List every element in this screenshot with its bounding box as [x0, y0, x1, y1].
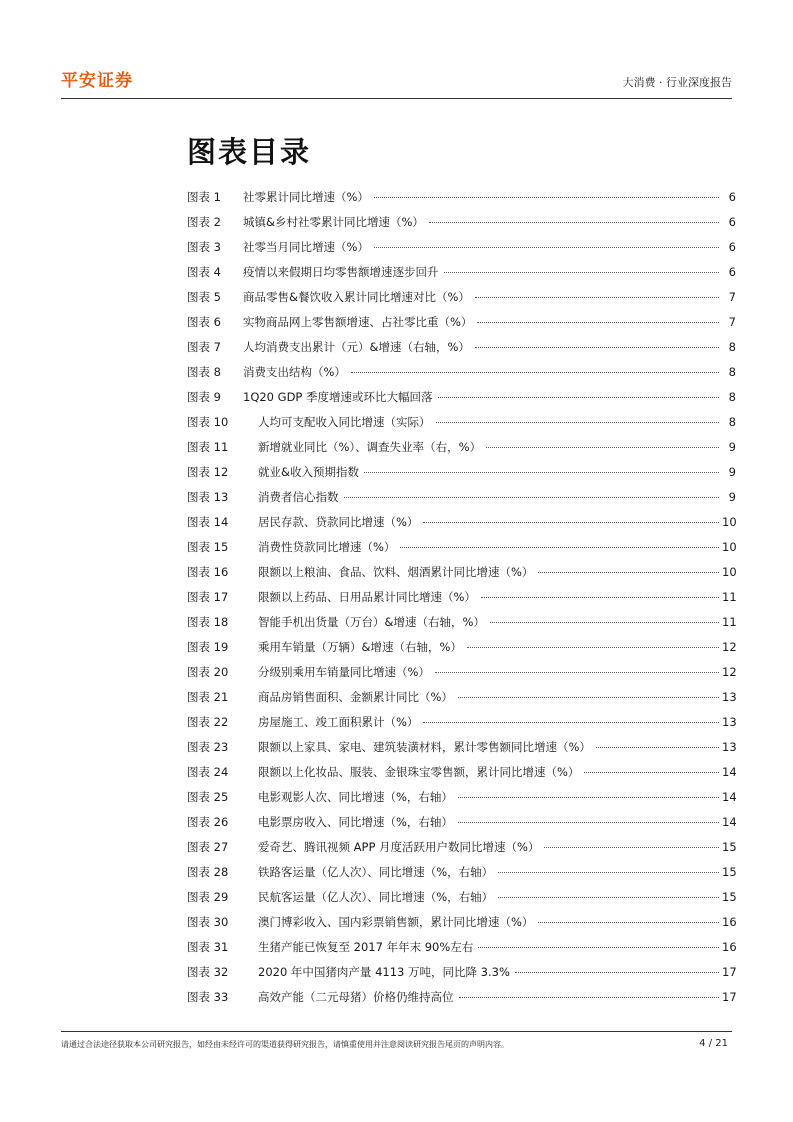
toc-entry[interactable]	[187, 814, 736, 839]
toc-entry-page: 9	[728, 490, 736, 504]
toc-entry-label: 图表 32	[187, 965, 229, 979]
toc-dot-leader	[429, 222, 719, 223]
toc-entry[interactable]	[187, 839, 736, 864]
toc-entry-label: 图表 22	[187, 715, 229, 729]
toc-entry-page: 10	[722, 565, 737, 579]
toc-entry-title: 铁路客运量（亿人次）、同比增速（%，右轴）	[258, 865, 494, 879]
page-header	[61, 60, 732, 99]
toc-entry-page: 12	[722, 665, 737, 679]
page-title: 图表目录	[187, 135, 312, 169]
toc-dot-leader	[498, 872, 719, 873]
toc-entry-page: 15	[722, 865, 737, 879]
toc-entry[interactable]	[187, 939, 736, 964]
toc-entry-title: 商品房销售面积、金额累计同比（%）	[258, 690, 453, 704]
toc-entry-title: 智能手机出货量（万台）&增速（右轴，%）	[258, 615, 485, 629]
toc-dot-leader	[423, 722, 719, 723]
toc-entry[interactable]	[187, 289, 736, 314]
toc-dot-leader	[544, 847, 719, 848]
toc-entry[interactable]	[187, 914, 736, 939]
toc-entry-page: 11	[722, 615, 737, 629]
toc-entry-title: 电影观影人次、同比增速（%，右轴）	[258, 790, 453, 804]
toc-entry-label: 图表 19	[187, 640, 229, 654]
toc-entry-page: 10	[722, 515, 737, 529]
toc-entry-title: 社零当月同比增速（%）	[243, 240, 369, 254]
toc-dot-leader	[444, 272, 720, 273]
toc-entry-title: 2020 年中国猪肉产量 4113 万吨，同比降 3.3%	[258, 965, 510, 979]
toc-dot-leader	[458, 697, 719, 698]
toc-dot-leader	[478, 947, 719, 948]
toc-entry-page: 14	[722, 815, 737, 829]
toc-dot-leader	[490, 622, 719, 623]
toc-entry-title: 城镇&乡村社零累计同比增速（%）	[243, 215, 424, 229]
toc-entry-page: 9	[728, 440, 736, 454]
toc-entry-label: 图表 18	[187, 615, 229, 629]
toc-dot-leader	[475, 347, 719, 348]
toc-entry-title: 1Q20 GDP 季度增速或环比大幅回落	[243, 390, 433, 404]
toc-dot-leader	[477, 322, 719, 323]
disclaimer-note: 请通过合法途径获取本公司研究报告，如经由未经许可的渠道获得研究报告，请慎重使用并注意阅读研究报告尾页的声明内容。	[61, 1040, 509, 1049]
toc-entry[interactable]	[187, 964, 736, 989]
toc-dot-leader	[436, 422, 720, 423]
toc-dot-leader	[423, 522, 719, 523]
toc-entry-page: 11	[722, 590, 737, 604]
toc-entry-page: 7	[728, 315, 736, 329]
toc-entry-label: 图表 16	[187, 565, 229, 579]
toc-entry[interactable]	[187, 639, 736, 664]
toc-entry-label: 图表 2	[187, 215, 221, 229]
toc-dot-leader	[458, 797, 719, 798]
toc-entry-label: 图表 33	[187, 990, 229, 1004]
toc-entry-title: 电影票房收入、同比增速（%，右轴）	[258, 815, 453, 829]
toc-entry-label: 图表 10	[187, 415, 229, 429]
toc-entry-title: 消费者信心指数	[258, 490, 339, 504]
toc-dot-leader	[351, 372, 719, 373]
toc-entry-title: 爱奇艺、腾讯视频 APP 月度活跃用户数同比增速（%）	[258, 840, 540, 854]
figure-toc-list	[187, 189, 736, 1014]
toc-entry-label: 图表 8	[187, 365, 221, 379]
toc-entry-label: 图表 25	[187, 790, 229, 804]
toc-entry-label: 图表 21	[187, 690, 229, 704]
toc-dot-leader	[467, 647, 719, 648]
toc-entry-title: 实物商品网上零售额增速、占社零比重（%）	[243, 315, 473, 329]
toc-entry-label: 图表 7	[187, 340, 221, 354]
toc-dot-leader	[400, 547, 719, 548]
toc-dot-leader	[458, 822, 719, 823]
toc-entry-label: 图表 6	[187, 315, 221, 329]
toc-entry-page: 12	[722, 640, 737, 654]
toc-dot-leader	[481, 597, 719, 598]
document-type: 大消费 · 行业深度报告	[622, 76, 732, 89]
toc-entry[interactable]	[187, 189, 736, 214]
toc-entry[interactable]	[187, 264, 736, 289]
toc-entry[interactable]	[187, 589, 736, 614]
toc-entry-label: 图表 4	[187, 265, 221, 279]
toc-entry-title: 民航客运量（亿人次）、同比增速（%，右轴）	[258, 890, 494, 904]
toc-entry-label: 图表 30	[187, 915, 229, 929]
toc-entry-page: 16	[722, 915, 737, 929]
toc-entry-title: 居民存款、贷款同比增速（%）	[258, 515, 419, 529]
toc-entry[interactable]	[187, 564, 736, 589]
toc-entry-page: 6	[728, 240, 736, 254]
toc-entry-label: 图表 15	[187, 540, 229, 554]
toc-dot-leader	[584, 772, 719, 773]
toc-entry[interactable]	[187, 714, 736, 739]
toc-entry[interactable]	[187, 514, 736, 539]
toc-entry-label: 图表 24	[187, 765, 229, 779]
toc-entry-title: 疫情以来假期日均零售额增速逐步回升	[243, 265, 439, 279]
toc-entry-label: 图表 11	[187, 440, 229, 454]
toc-entry-label: 图表 17	[187, 590, 229, 604]
toc-entry[interactable]	[187, 414, 736, 439]
toc-entry-label: 图表 13	[187, 490, 229, 504]
toc-entry-page: 13	[722, 740, 737, 754]
toc-dot-leader	[515, 972, 719, 973]
toc-entry-page: 8	[728, 365, 736, 379]
toc-entry-page: 8	[728, 415, 736, 429]
toc-dot-leader	[475, 297, 719, 298]
toc-entry[interactable]	[187, 989, 736, 1014]
toc-entry[interactable]	[187, 664, 736, 689]
page-footer	[61, 1031, 732, 1049]
toc-entry-label: 图表 12	[187, 465, 229, 479]
brand-logo: 平安证券	[61, 71, 133, 91]
toc-entry-label: 图表 14	[187, 515, 229, 529]
toc-dot-leader	[486, 447, 719, 448]
toc-entry[interactable]	[187, 389, 736, 414]
toc-entry-label: 图表 28	[187, 865, 229, 879]
toc-entry-page: 9	[728, 465, 736, 479]
toc-entry-label: 图表 27	[187, 840, 229, 854]
toc-entry-title: 生猪产能已恢复至 2017 年年末 90%左右	[258, 940, 474, 954]
toc-entry-page: 8	[728, 390, 736, 404]
toc-entry-page: 10	[722, 540, 737, 554]
toc-entry[interactable]	[187, 739, 736, 764]
toc-entry[interactable]	[187, 764, 736, 789]
toc-entry-page: 8	[728, 340, 736, 354]
toc-entry-title: 限额以上药品、日用品累计同比增速（%）	[258, 590, 476, 604]
toc-entry-page: 16	[722, 940, 737, 954]
toc-entry-page: 6	[728, 265, 736, 279]
toc-entry-title: 消费性贷款同比增速（%）	[258, 540, 396, 554]
toc-dot-leader	[438, 397, 719, 398]
toc-entry-label: 图表 3	[187, 240, 221, 254]
toc-entry-title: 消费支出结构（%）	[243, 365, 346, 379]
toc-entry[interactable]	[187, 339, 736, 364]
toc-dot-leader	[538, 572, 719, 573]
toc-entry[interactable]	[187, 689, 736, 714]
toc-entry-title: 高效产能（二元母猪）价格仍维持高位	[258, 990, 454, 1004]
toc-entry-label: 图表 26	[187, 815, 229, 829]
toc-entry-title: 就业&收入预期指数	[258, 465, 359, 479]
toc-entry-page: 6	[728, 190, 736, 204]
toc-entry-title: 新增就业同比（%）、调查失业率（右，%）	[258, 440, 482, 454]
toc-entry-title: 房屋施工、竣工面积累计（%）	[258, 715, 419, 729]
toc-entry-label: 图表 9	[187, 390, 221, 404]
toc-entry[interactable]	[187, 314, 736, 339]
toc-entry-title: 限额以上化妆品、服装、金银珠宝零售额，累计同比增速（%）	[258, 765, 580, 779]
toc-entry-title: 人均可支配收入同比增速（实际）	[258, 415, 431, 429]
toc-entry[interactable]	[187, 539, 736, 564]
toc-entry-title: 社零累计同比增速（%）	[243, 190, 369, 204]
toc-entry-title: 人均消费支出累计（元）&增速（右轴，%）	[243, 340, 470, 354]
toc-entry-page: 15	[722, 890, 737, 904]
toc-dot-leader	[538, 922, 719, 923]
toc-entry-page: 13	[722, 715, 737, 729]
toc-dot-leader	[364, 472, 719, 473]
toc-dot-leader	[596, 747, 719, 748]
toc-entry[interactable]	[187, 864, 736, 889]
toc-entry[interactable]	[187, 239, 736, 264]
toc-entry-title: 分级别乘用车销量同比增速（%）	[258, 665, 430, 679]
toc-entry-page: 14	[722, 790, 737, 804]
toc-dot-leader	[435, 672, 719, 673]
toc-entry-title: 限额以上粮油、食品、饮料、烟酒累计同比增速（%）	[258, 565, 534, 579]
toc-entry-page: 13	[722, 690, 737, 704]
toc-entry[interactable]	[187, 789, 736, 814]
toc-entry-title: 商品零售&餐饮收入累计同比增速对比（%）	[243, 290, 470, 304]
toc-dot-leader	[498, 897, 719, 898]
toc-entry-title: 澳门博彩收入、国内彩票销售额，累计同比增速（%）	[258, 915, 534, 929]
toc-entry-page: 6	[728, 215, 736, 229]
toc-dot-leader	[374, 197, 719, 198]
toc-entry[interactable]	[187, 889, 736, 914]
toc-entry-page: 15	[722, 840, 737, 854]
toc-entry-title: 限额以上家具、家电、建筑装潢材料，累计零售额同比增速（%）	[258, 740, 591, 754]
toc-entry-label: 图表 23	[187, 740, 229, 754]
toc-entry-label: 图表 1	[187, 190, 221, 204]
toc-entry-label: 图表 5	[187, 290, 221, 304]
toc-entry[interactable]	[187, 439, 736, 464]
toc-entry[interactable]	[187, 214, 736, 239]
toc-entry-page: 17	[722, 965, 737, 979]
toc-entry-page: 7	[728, 290, 736, 304]
toc-entry[interactable]	[187, 364, 736, 389]
toc-entry[interactable]	[187, 489, 736, 514]
page-number: 4 / 21	[699, 1038, 728, 1049]
toc-entry[interactable]	[187, 614, 736, 639]
toc-entry-label: 图表 29	[187, 890, 229, 904]
toc-dot-leader	[459, 997, 720, 998]
toc-entry-title: 乘用车销量（万辆）&增速（右轴，%）	[258, 640, 462, 654]
toc-entry-page: 17	[722, 990, 737, 1004]
toc-dot-leader	[374, 247, 719, 248]
toc-entry-label: 图表 31	[187, 940, 229, 954]
toc-entry[interactable]	[187, 464, 736, 489]
toc-dot-leader	[344, 497, 720, 498]
toc-entry-page: 14	[722, 765, 737, 779]
toc-entry-label: 图表 20	[187, 665, 229, 679]
